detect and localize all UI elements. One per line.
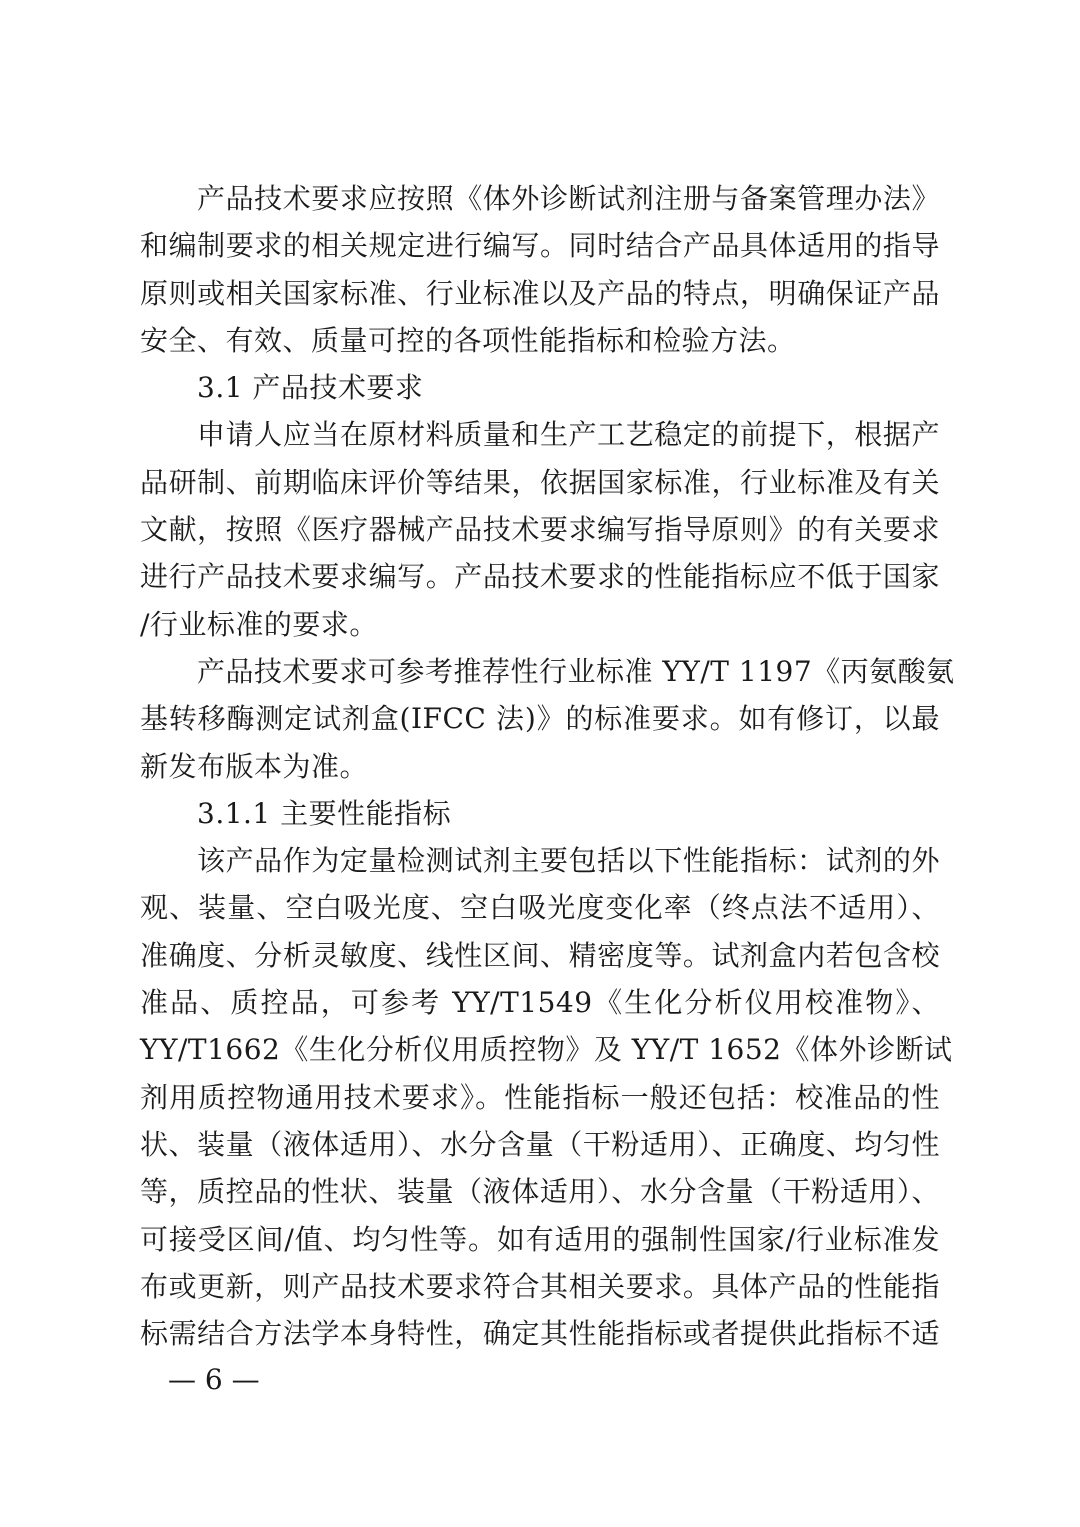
- paragraph-line: 文献，按照《医疗器械产品技术要求编写指导原则》的有关要求: [140, 513, 940, 547]
- paragraph-line: 基转移酶测定试剂盒(IFCC 法)》的标准要求。如有修订，以最: [140, 702, 940, 736]
- paragraph-line: 申请人应当在原材料质量和生产工艺稳定的前提下，根据产: [197, 418, 940, 452]
- paragraph-line: 和编制要求的相关规定进行编写。同时结合产品具体适用的指导: [140, 229, 940, 263]
- paragraph-line: YY/T1662《生化分析仪用质控物》及 YY/T 1652《体外诊断试: [140, 1033, 953, 1067]
- paragraph-line: 产品技术要求应按照《体外诊断试剂注册与备案管理办法》: [197, 182, 940, 215]
- paragraph-line: 进行产品技术要求编写。产品技术要求的性能指标应不低于国家: [140, 560, 940, 594]
- subsection-heading: 3.1.1 主要性能指标: [197, 796, 452, 830]
- paragraph-line: 产品技术要求可参考推荐性行业标准 YY/T 1197《丙氨酸氨: [197, 654, 955, 688]
- paragraph-line: 状、装量（液体适用）、水分含量（干粉适用）、正确度、均匀性: [140, 1127, 940, 1161]
- paragraph-line: 布或更新，则产品技术要求符合其相关要求。具体产品的性能指: [140, 1269, 940, 1303]
- paragraph-line: 品研制、前期临床评价等结果，依据国家标准，行业标准及有关: [140, 465, 940, 499]
- paragraph-line: 新发布版本为准。: [140, 749, 369, 783]
- paragraph-line: 原则或相关国家标准、行业标准以及产品的特点，明确保证产品: [140, 276, 940, 310]
- page-number: — 6 —: [168, 1363, 260, 1396]
- body-text: [140, 175, 955, 1357]
- paragraph-line: 可接受区间/值、均匀性等。如有适用的强制性国家/行业标准发: [140, 1222, 940, 1256]
- paragraph-line: 准确度、分析灵敏度、线性区间、精密度等。试剂盒内若包含校: [140, 938, 940, 972]
- section-heading: 3.1 产品技术要求: [197, 371, 424, 405]
- paragraph-line: /行业标准的要求。: [140, 607, 378, 641]
- paragraph-line: 标需结合方法学本身特性，确定其性能指标或者提供此指标不适: [140, 1317, 940, 1351]
- paragraph-line: 等，质控品的性状、装量（液体适用）、水分含量（干粉适用）、: [140, 1175, 940, 1209]
- paragraph-line: 剂用质控物通用技术要求》。性能指标一般还包括：校准品的性: [140, 1080, 940, 1114]
- paragraph-line: 该产品作为定量检测试剂主要包括以下性能指标：试剂的外: [197, 844, 940, 878]
- paragraph-line: 准品、质控品，可参考 YY/T1549《生化分析仪用校准物》、: [140, 986, 940, 1020]
- paragraph-line: 安全、有效、质量可控的各项性能指标和检验方法。: [140, 323, 796, 357]
- paragraph-line: 观、装量、空白吸光度、空白吸光度变化率（终点法不适用）、: [140, 891, 940, 925]
